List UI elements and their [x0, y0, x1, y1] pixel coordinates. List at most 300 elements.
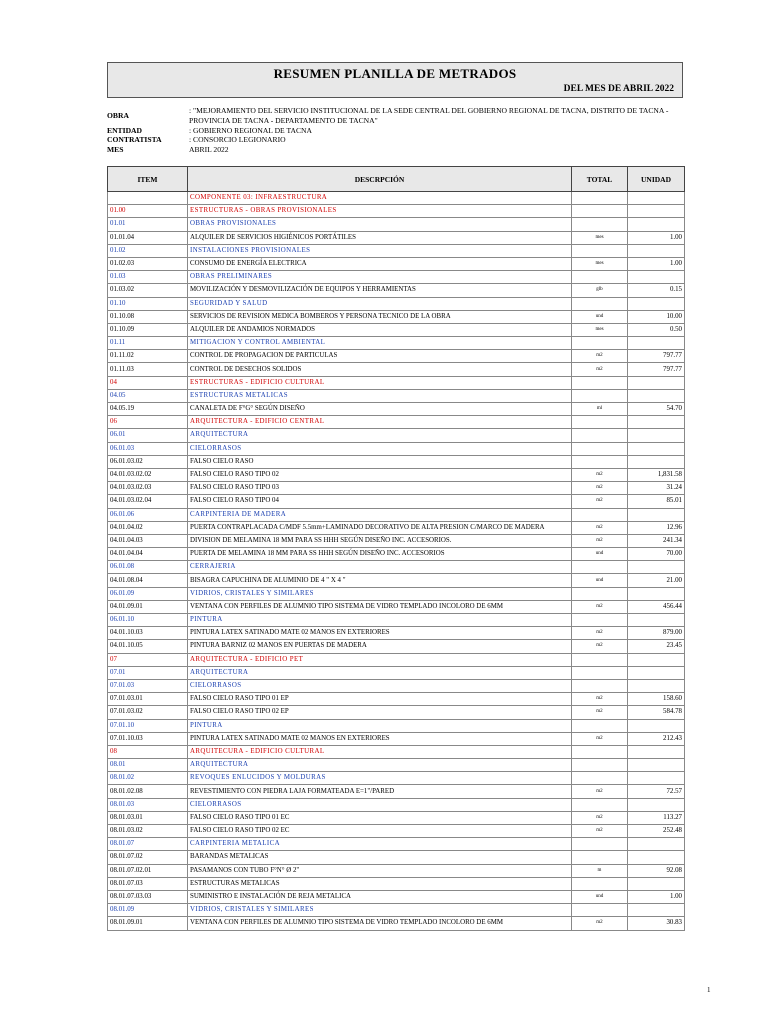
table-row	[108, 482, 685, 495]
row-item-cell	[108, 192, 188, 205]
table-row	[108, 192, 685, 205]
row-description-cell: MOVILIZACIÓN Y DESMOVILIZACIÓN DE EQUIPOS Y HERRAMIENTAS	[188, 284, 572, 297]
info-value: : GOBIERNO REGIONAL DE TACNA	[189, 125, 312, 135]
row-total-cell: m2	[572, 825, 628, 838]
row-total-cell	[572, 653, 628, 666]
row-description-cell: FALSO CIELO RASO TIPO 02 EC	[188, 825, 572, 838]
row-total-cell	[572, 205, 628, 218]
table-row	[108, 389, 685, 402]
row-unidad-cell: 30.83	[628, 917, 685, 930]
page-title: RESUMEN PLANILLA DE METRADOS	[273, 66, 517, 81]
info-row-mes	[107, 145, 687, 155]
row-item-cell: 01.11	[108, 337, 188, 350]
row-item-cell: 07.01.03	[108, 679, 188, 692]
row-unidad-cell	[628, 508, 685, 521]
row-item-cell: 08.01.07	[108, 838, 188, 851]
row-description-cell: CIELORRASOS	[188, 679, 572, 692]
table-body	[108, 192, 685, 931]
row-unidad-cell	[628, 389, 685, 402]
row-total-cell: m2	[572, 627, 628, 640]
table-row	[108, 271, 685, 284]
row-description-cell: INSTALACIONES PROVISIONALES	[188, 244, 572, 257]
row-item-cell: 01.11.03	[108, 363, 188, 376]
row-unidad-cell: 584.78	[628, 706, 685, 719]
table-row	[108, 416, 685, 429]
row-description-cell: FALSO CIELO RASO TIPO 01 EC	[188, 811, 572, 824]
row-description-cell: PINTURA	[188, 614, 572, 627]
row-item-cell: 01.02.03	[108, 257, 188, 270]
row-total-cell	[572, 679, 628, 692]
table-row	[108, 719, 685, 732]
info-block	[107, 106, 687, 155]
row-unidad-cell	[628, 218, 685, 231]
row-item-cell: 01.01.04	[108, 231, 188, 244]
row-item-cell: 04.01.04.04	[108, 548, 188, 561]
table-row	[108, 495, 685, 508]
row-item-cell: 08.01.03	[108, 798, 188, 811]
row-description-cell: PINTURA BARNIZ 02 MANOS EN PUERTAS DE MADERA	[188, 640, 572, 653]
row-unidad-cell	[628, 429, 685, 442]
row-description-cell: CERRAJERIA	[188, 561, 572, 574]
row-unidad-cell	[628, 192, 685, 205]
column-header-unidad: UNIDAD	[628, 167, 685, 192]
row-unidad-cell: 21.00	[628, 574, 685, 587]
row-description-cell: VENTANA CON PERFILES DE ALUMNIO TIPO SISTEMA DE VIDRO TEMPLADO INCOLORO DE 6MM	[188, 917, 572, 930]
info-row-entidad	[107, 126, 687, 136]
table-row	[108, 745, 685, 758]
table-row	[108, 548, 685, 561]
row-unidad-cell: 158.60	[628, 693, 685, 706]
row-description-cell: SERVICIOS DE REVISION MEDICA BOMBEROS Y PERSONA TECNICO DE LA OBRA	[188, 310, 572, 323]
row-unidad-cell: 54.70	[628, 403, 685, 416]
table-row	[108, 231, 685, 244]
row-total-cell: m2	[572, 350, 628, 363]
row-total-cell	[572, 244, 628, 257]
row-item-cell: 08.01.07.02	[108, 851, 188, 864]
row-total-cell	[572, 838, 628, 851]
table-row	[108, 627, 685, 640]
row-total-cell: und	[572, 890, 628, 903]
table-row	[108, 772, 685, 785]
table-row	[108, 904, 685, 917]
row-item-cell: 08.01.02.08	[108, 785, 188, 798]
row-unidad-cell	[628, 838, 685, 851]
table-row	[108, 363, 685, 376]
row-item-cell: 01.03	[108, 271, 188, 284]
row-item-cell: 01.11.02	[108, 350, 188, 363]
row-unidad-cell: 456.44	[628, 600, 685, 613]
row-total-cell	[572, 614, 628, 627]
row-unidad-cell	[628, 271, 685, 284]
table-row	[108, 561, 685, 574]
row-unidad-cell	[628, 614, 685, 627]
row-unidad-cell	[628, 745, 685, 758]
row-unidad-cell: 12.96	[628, 521, 685, 534]
row-unidad-cell: 0.15	[628, 284, 685, 297]
row-total-cell	[572, 192, 628, 205]
table-row	[108, 429, 685, 442]
row-description-cell: FALSO CIELO RASO TIPO 04	[188, 495, 572, 508]
row-description-cell: ARQUITECTURA	[188, 666, 572, 679]
table-row	[108, 600, 685, 613]
row-item-cell: 08.01.07.03.03	[108, 890, 188, 903]
info-row-contratista	[107, 135, 687, 145]
row-total-cell: m2	[572, 363, 628, 376]
row-description-cell: CONSUMO DE ENERGÍA ELECTRICA	[188, 257, 572, 270]
table-row	[108, 508, 685, 521]
table-row	[108, 759, 685, 772]
row-unidad-cell: 10.00	[628, 310, 685, 323]
table-header-row	[108, 167, 685, 192]
row-item-cell: 04.01.03.02.03	[108, 482, 188, 495]
row-description-cell: BARANDAS METALICAS	[188, 851, 572, 864]
row-item-cell: 06.01.03.02	[108, 455, 188, 468]
row-item-cell: 01.10.09	[108, 323, 188, 336]
row-item-cell: 04.01.04.02	[108, 521, 188, 534]
column-header-total: TOTAL	[572, 167, 628, 192]
column-header-descripcion: DESCRPCIÓN	[188, 167, 572, 192]
row-unidad-cell	[628, 561, 685, 574]
row-item-cell: 08.01.02	[108, 772, 188, 785]
table-row	[108, 706, 685, 719]
row-item-cell: 01.02	[108, 244, 188, 257]
row-item-cell: 07.01.10.03	[108, 732, 188, 745]
row-description-cell: CONTROL DE DESECHOS SOLIDOS	[188, 363, 572, 376]
row-description-cell: FALSO CIELO RASO TIPO 02 EP	[188, 706, 572, 719]
row-unidad-cell: 212.43	[628, 732, 685, 745]
row-unidad-cell	[628, 877, 685, 890]
row-unidad-cell	[628, 653, 685, 666]
table-row	[108, 468, 685, 481]
info-value: : "MEJORAMIENTO DEL SERVICIO INSTITUCIONAL DE LA SEDE CENTRAL DEL GOBIERNO REGIONAL DE TACNA, DISTRITO DE TACNA - PROVINCIA DE TACNA - DEPARTAMENTO DE TACNA"	[189, 106, 669, 125]
row-item-cell: 08	[108, 745, 188, 758]
table-row	[108, 811, 685, 824]
info-label: ENTIDAD	[107, 125, 143, 135]
row-total-cell	[572, 759, 628, 772]
table-row	[108, 825, 685, 838]
row-description-cell: VIDRIOS, CRISTALES Y SIMILARES	[188, 904, 572, 917]
row-unidad-cell	[628, 798, 685, 811]
row-description-cell: FALSO CIELO RASO TIPO 02	[188, 468, 572, 481]
row-total-cell: m2	[572, 706, 628, 719]
row-total-cell: ml	[572, 403, 628, 416]
row-total-cell: und	[572, 574, 628, 587]
row-item-cell: 01.03.02	[108, 284, 188, 297]
row-description-cell: CIELORRASOS	[188, 798, 572, 811]
row-description-cell: ESTRUCTURAS METALICAS	[188, 877, 572, 890]
row-description-cell: PASAMANOS CON TUBO F°N° Ø 2"	[188, 864, 572, 877]
row-item-cell: 01.01	[108, 218, 188, 231]
row-item-cell: 06.01.09	[108, 587, 188, 600]
table-row	[108, 244, 685, 257]
row-total-cell: m2	[572, 785, 628, 798]
row-description-cell: CANALETA DE F°G° SEGÚN DISEÑO	[188, 403, 572, 416]
row-total-cell	[572, 455, 628, 468]
row-description-cell: CARPINTERIA METALICA	[188, 838, 572, 851]
table-row	[108, 218, 685, 231]
table-row	[108, 442, 685, 455]
row-description-cell: ESTRUCTURAS METALICAS	[188, 389, 572, 402]
info-value: ABRIL 2022	[189, 145, 229, 155]
row-item-cell: 01.10	[108, 297, 188, 310]
row-unidad-cell: 70.00	[628, 548, 685, 561]
table-row	[108, 838, 685, 851]
row-unidad-cell	[628, 297, 685, 310]
row-unidad-cell	[628, 205, 685, 218]
info-value: : CONSORCIO LEGIONARIO	[189, 135, 286, 145]
row-description-cell: CIELORRASOS	[188, 442, 572, 455]
row-description-cell: BISAGRA CAPUCHINA DE ALUMINIO DE 4 " X 4 "	[188, 574, 572, 587]
row-description-cell: DIVISION DE MELAMINA 18 MM PARA SS HHH SEGÚN DISEÑO INC. ACCESORIOS.	[188, 534, 572, 547]
table-row	[108, 890, 685, 903]
row-item-cell: 07.01.03.01	[108, 693, 188, 706]
row-item-cell: 06.01.10	[108, 614, 188, 627]
row-description-cell: FALSO CIELO RASO TIPO 03	[188, 482, 572, 495]
row-item-cell: 04.01.09.01	[108, 600, 188, 613]
row-total-cell: m2	[572, 482, 628, 495]
row-description-cell: PINTURA LATEX SATINADO MATE 02 MANOS EN EXTERIORES	[188, 732, 572, 745]
row-item-cell: 06.01.03	[108, 442, 188, 455]
table-row	[108, 877, 685, 890]
row-description-cell: OBRAS PRELIMINARES	[188, 271, 572, 284]
row-description-cell: ARQUITECTURA	[188, 759, 572, 772]
row-item-cell: 07	[108, 653, 188, 666]
row-total-cell: m2	[572, 917, 628, 930]
row-unidad-cell: 797.77	[628, 363, 685, 376]
row-item-cell: 04.01.08.04	[108, 574, 188, 587]
table-row	[108, 864, 685, 877]
table-row	[108, 310, 685, 323]
row-description-cell: OBRAS PROVISIONALES	[188, 218, 572, 231]
table-row	[108, 323, 685, 336]
row-unidad-cell	[628, 904, 685, 917]
row-unidad-cell: 252.48	[628, 825, 685, 838]
column-header-item: ITEM	[108, 167, 188, 192]
row-item-cell: 08.01.07.02.01	[108, 864, 188, 877]
row-total-cell: glb	[572, 284, 628, 297]
row-total-cell	[572, 666, 628, 679]
row-unidad-cell	[628, 759, 685, 772]
row-item-cell: 01.10.08	[108, 310, 188, 323]
row-total-cell	[572, 442, 628, 455]
row-unidad-cell	[628, 244, 685, 257]
row-description-cell: REVOQUES ENLUCIDOS Y MOLDURAS	[188, 772, 572, 785]
row-description-cell: ALQUILER DE SERVICIOS HIGIÉNICOS PORTÁTILES	[188, 231, 572, 244]
row-total-cell: m2	[572, 521, 628, 534]
row-total-cell	[572, 376, 628, 389]
row-unidad-cell: 1.00	[628, 231, 685, 244]
row-description-cell: FALSO CIELO RASO TIPO 01 EP	[188, 693, 572, 706]
row-total-cell	[572, 719, 628, 732]
row-unidad-cell: 1,831.58	[628, 468, 685, 481]
row-total-cell: und	[572, 310, 628, 323]
row-total-cell	[572, 429, 628, 442]
row-total-cell: m2	[572, 693, 628, 706]
row-item-cell: 08.01.07.03	[108, 877, 188, 890]
row-item-cell: 04.01.04.03	[108, 534, 188, 547]
row-description-cell: PINTURA LATEX SATINADO MATE 02 MANOS EN EXTERIORES	[188, 627, 572, 640]
row-total-cell: m2	[572, 495, 628, 508]
row-total-cell	[572, 877, 628, 890]
row-unidad-cell: 23.45	[628, 640, 685, 653]
row-total-cell	[572, 851, 628, 864]
row-unidad-cell	[628, 587, 685, 600]
row-unidad-cell: 797.77	[628, 350, 685, 363]
row-unidad-cell	[628, 679, 685, 692]
row-item-cell: 04.01.03.02.02	[108, 468, 188, 481]
row-unidad-cell: 1.00	[628, 890, 685, 903]
row-item-cell: 08.01	[108, 759, 188, 772]
row-description-cell: ESTRUCTURAS - OBRAS PROVISIONALES	[188, 205, 572, 218]
row-item-cell: 08.01.03.01	[108, 811, 188, 824]
row-total-cell	[572, 508, 628, 521]
table-row	[108, 337, 685, 350]
info-label: OBRA	[107, 111, 129, 120]
row-description-cell: SUMINISTRO E INSTALACIÓN DE REJA METALICA	[188, 890, 572, 903]
table-row	[108, 693, 685, 706]
row-description-cell: ARQUITECURA - EDIFICIO CULTURAL	[188, 745, 572, 758]
table-row	[108, 521, 685, 534]
table-row	[108, 297, 685, 310]
row-total-cell	[572, 561, 628, 574]
row-unidad-cell: 1.00	[628, 257, 685, 270]
row-unidad-cell	[628, 442, 685, 455]
info-row-obra	[107, 106, 687, 126]
row-total-cell	[572, 416, 628, 429]
row-unidad-cell: 92.08	[628, 864, 685, 877]
table-row	[108, 666, 685, 679]
row-description-cell: PUERTA DE MELAMINA 18 MM PARA SS HHH SEGÚN DISEÑO INC. ACCESORIOS	[188, 548, 572, 561]
row-unidad-cell	[628, 455, 685, 468]
row-item-cell: 04.01.03.02.04	[108, 495, 188, 508]
row-item-cell: 07.01	[108, 666, 188, 679]
row-description-cell: ARQUITECTURA - EDIFICIO CENTRAL	[188, 416, 572, 429]
row-description-cell: VENTANA CON PERFILES DE ALUMNIO TIPO SISTEMA DE VIDRO TEMPLADO INCOLORO DE 6MM	[188, 600, 572, 613]
row-description-cell: PINTURA	[188, 719, 572, 732]
row-total-cell	[572, 271, 628, 284]
row-description-cell: FALSO CIELO RASO	[188, 455, 572, 468]
row-total-cell: mes	[572, 323, 628, 336]
table-row	[108, 284, 685, 297]
row-unidad-cell	[628, 337, 685, 350]
row-unidad-cell: 879.00	[628, 627, 685, 640]
table-row	[108, 732, 685, 745]
row-item-cell: 08.01.09.01	[108, 917, 188, 930]
row-item-cell: 08.01.03.02	[108, 825, 188, 838]
table-row	[108, 679, 685, 692]
table-row	[108, 653, 685, 666]
info-label: MES	[107, 145, 124, 155]
table-row	[108, 798, 685, 811]
row-total-cell: mes	[572, 257, 628, 270]
row-total-cell: m	[572, 864, 628, 877]
row-item-cell: 06.01.08	[108, 561, 188, 574]
table-row	[108, 350, 685, 363]
row-total-cell: m2	[572, 732, 628, 745]
row-item-cell: 04.05	[108, 389, 188, 402]
row-item-cell: 07.01.03.02	[108, 706, 188, 719]
row-total-cell	[572, 745, 628, 758]
row-unidad-cell: 72.57	[628, 785, 685, 798]
row-unidad-cell	[628, 666, 685, 679]
page-subtitle: DEL MES DE ABRIL 2022	[563, 84, 674, 94]
table-row	[108, 376, 685, 389]
row-description-cell: COMPONENTE 03: INFRAESTRUCTURA	[188, 192, 572, 205]
row-total-cell	[572, 218, 628, 231]
row-description-cell: SEGURIDAD Y SALUD	[188, 297, 572, 310]
row-description-cell: ALQUILER DE ANDAMIOS NORMADOS	[188, 323, 572, 336]
row-total-cell	[572, 337, 628, 350]
row-total-cell: mes	[572, 231, 628, 244]
row-total-cell	[572, 297, 628, 310]
row-item-cell: 04.01.10.03	[108, 627, 188, 640]
row-item-cell: 06.01	[108, 429, 188, 442]
table-row	[108, 785, 685, 798]
row-item-cell: 06	[108, 416, 188, 429]
table-row	[108, 917, 685, 930]
row-description-cell: VIDRIOS, CRISTALES Y SIMILARES	[188, 587, 572, 600]
row-total-cell	[572, 587, 628, 600]
table-row	[108, 574, 685, 587]
row-total-cell	[572, 389, 628, 402]
title-box	[107, 62, 683, 98]
row-total-cell: und	[572, 548, 628, 561]
row-description-cell: ARQUITECTURA	[188, 429, 572, 442]
row-unidad-cell: 85.01	[628, 495, 685, 508]
table-row	[108, 257, 685, 270]
row-description-cell: CARPINTERIA DE MADERA	[188, 508, 572, 521]
page-number: 1	[707, 986, 711, 994]
row-description-cell: REVESTIMIENTO CON PIEDRA LAJA FORMATEADA E=1"/PARED	[188, 785, 572, 798]
row-item-cell: 06.01.06	[108, 508, 188, 521]
row-description-cell: ARQUITECTURA - EDIFICIO PET	[188, 653, 572, 666]
table-row	[108, 534, 685, 547]
row-item-cell: 07.01.10	[108, 719, 188, 732]
row-item-cell: 08.01.09	[108, 904, 188, 917]
row-item-cell: 01.00	[108, 205, 188, 218]
row-total-cell	[572, 772, 628, 785]
row-total-cell: m2	[572, 640, 628, 653]
table-row	[108, 455, 685, 468]
info-label: CONTRATISTA	[107, 135, 162, 145]
row-unidad-cell	[628, 851, 685, 864]
row-unidad-cell: 241.34	[628, 534, 685, 547]
row-item-cell: 04	[108, 376, 188, 389]
table-row	[108, 851, 685, 864]
row-item-cell: 04.05.19	[108, 403, 188, 416]
row-total-cell	[572, 798, 628, 811]
row-total-cell: m2	[572, 811, 628, 824]
row-unidad-cell	[628, 376, 685, 389]
row-item-cell: 04.01.10.05	[108, 640, 188, 653]
table-row	[108, 587, 685, 600]
row-total-cell	[572, 904, 628, 917]
row-unidad-cell: 0.50	[628, 323, 685, 336]
row-unidad-cell	[628, 416, 685, 429]
table-row	[108, 640, 685, 653]
row-total-cell: m2	[572, 468, 628, 481]
row-description-cell: PUERTA CONTRAPLACADA C/MDF 5.5mm+LAMINADO DECORATIVO DE ALTA PRESION C/MARCO DE MADERA	[188, 521, 572, 534]
row-unidad-cell	[628, 719, 685, 732]
row-unidad-cell: 31.24	[628, 482, 685, 495]
row-unidad-cell	[628, 772, 685, 785]
row-unidad-cell: 113.27	[628, 811, 685, 824]
table-row	[108, 403, 685, 416]
table-row	[108, 614, 685, 627]
row-total-cell: m2	[572, 534, 628, 547]
metrados-table	[107, 166, 685, 931]
row-description-cell: CONTROL DE PROPAGACION DE PARTICULAS	[188, 350, 572, 363]
